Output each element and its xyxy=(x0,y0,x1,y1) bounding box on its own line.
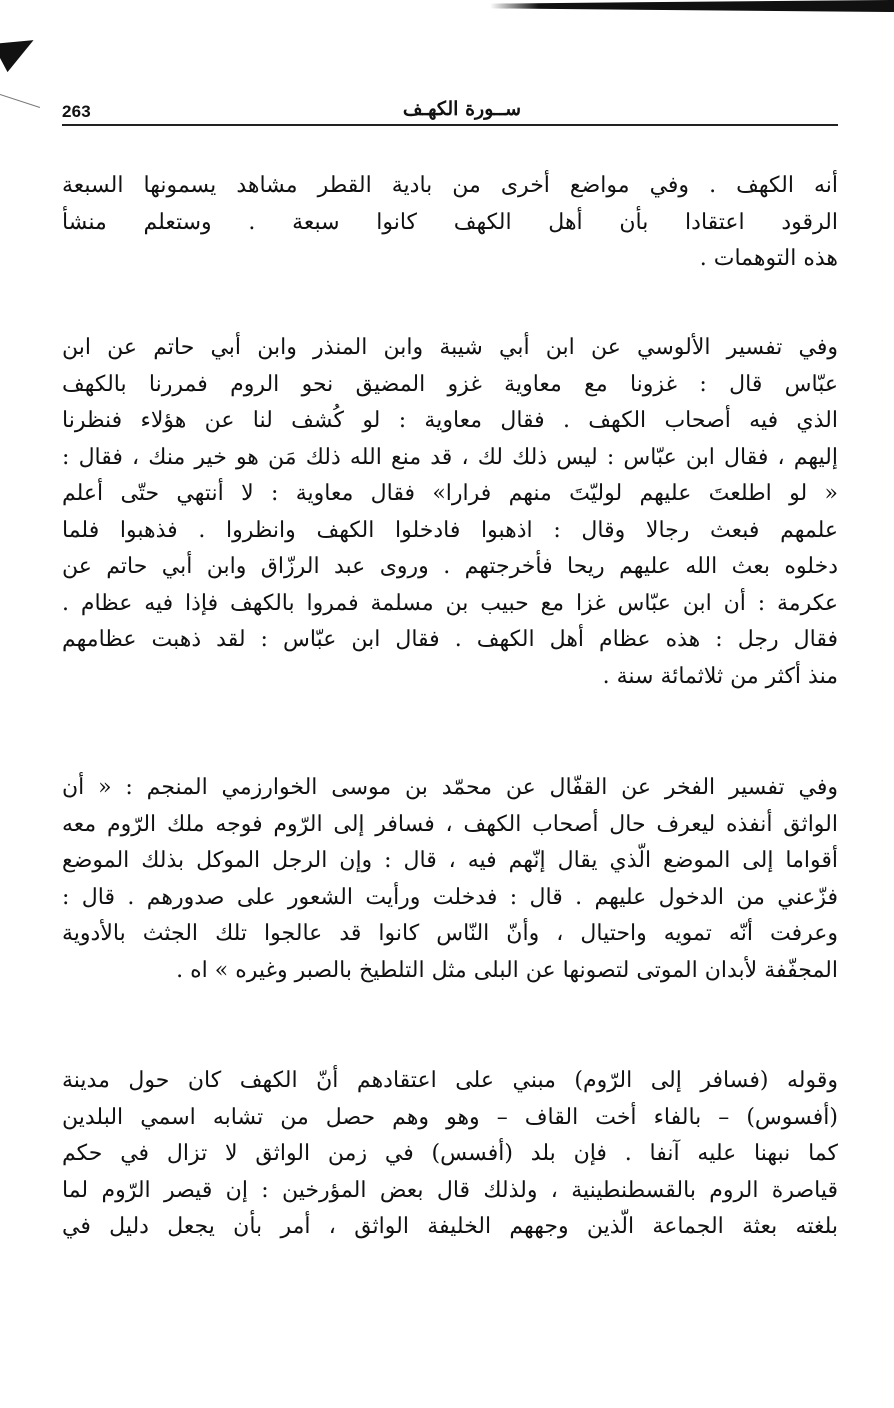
text-line: دخلوه بعث الله عليهم ريحا فأخرجتهم . وروى عبد الرزّاق وابن أبي حاتم عن xyxy=(62,554,838,579)
text-line: إليهم ، فقال ابن عبّاس : ليس ذلك لك ، قد منع الله ذلك مَن هو خير منك ، فقال : xyxy=(62,444,838,470)
text-line: هذه التوهمات . xyxy=(699,246,838,271)
text-line: المجفّفة لأبدان الموتى لتصونها عن البلى مثل التلطيخ بالصبر وغيره » اه . xyxy=(176,957,838,983)
text-line: منذ أكثر من ثلاثمائة سنة . xyxy=(602,663,838,689)
scan-corner-mark xyxy=(0,26,41,72)
text-line: الواثق أنفذه ليعرف حال أصحاب الكهف ، فسافر إلى الرّوم فوجه ملك الرّوم معه xyxy=(62,811,838,837)
text-line: بلغته بعثة الجماعة الّذين وجههم الخليفة الواثق ، أمر بأن يجعل دليل في xyxy=(62,1214,838,1239)
text-line: أقواما إلى الموضع الّذي يقال إنّهم فيه ، قال : وإن الرجل الموكل بذلك الموضع xyxy=(62,848,838,873)
paragraph-3 xyxy=(62,770,838,989)
text-line: (أفسوس) – بالفاء أخت القاف – وهو وهم حصل من تشابه اسمي البلدين xyxy=(62,1104,838,1130)
text-line: الرقود اعتقادا بأن أهل الكهف كانوا سبعة . وستعلم منشأ xyxy=(62,209,838,235)
text-line: وفي تفسير الألوسي عن ابن أبي شيبة وابن المنذر وابن أبي حاتم عن ابن xyxy=(62,335,838,360)
text-line: وفي تفسير الفخر عن القفّال عن محمّد بن موسى الخوارزمي المنجم : « أن xyxy=(62,775,838,800)
text-line: وقوله (فسافر إلى الرّوم) مبني على اعتقادهم أنّ الكهف كان حول مدينة xyxy=(62,1068,838,1093)
text-line: فقال رجل : هذه عظام أهل الكهف . فقال ابن عبّاس : لقد ذهبت عظامهم xyxy=(62,627,838,652)
text-line: وعرفت أنّه تمويه واحتيال ، وأنّ النّاس كانوا قد عالجوا تلك الجثث بالأدوية xyxy=(62,921,838,946)
text-line: فزّعني من الدخول عليهم . قال : فدخلت ورأيت الشعور على صدورهم . قال : xyxy=(62,884,838,910)
text-line: عبّاس قال : غزونا مع معاوية غزو المضيق نحو الروم فمررنا بالكهف xyxy=(62,371,838,397)
page-number: 263 xyxy=(62,102,91,121)
running-title: ســورة الكهـف xyxy=(402,98,522,120)
text-line: عكرمة : أن ابن عبّاس غزا مع حبيب بن مسلمة فمروا بالكهف فإذا فيه عظام . xyxy=(62,590,838,616)
paragraph-2 xyxy=(62,330,838,695)
page-header xyxy=(62,96,838,136)
text-line: قياصرة الروم بالقسطنطينية ، ولذلك قال بعض المؤرخين : إن قيصر الرّوم لما xyxy=(62,1177,838,1203)
text-line: كما نبهنا عليه آنفا . فإن بلد (أفسس) في زمن الواثق لا تزال في حكم xyxy=(62,1141,838,1166)
text-line: الذي فيه أصحاب الكهف . فقال معاوية : لو كُشف لنا عن هؤلاء فنظرنا xyxy=(62,408,838,433)
text-line: أنه الكهف . وفي مواضع أخرى من بادية القطر مشاهد يسمونها السبعة xyxy=(62,173,838,198)
header-rule xyxy=(62,124,838,126)
scan-corner-line xyxy=(0,94,40,108)
scan-edge-shadow xyxy=(490,0,894,12)
paragraph-1 xyxy=(62,168,838,278)
paragraph-4 xyxy=(62,1063,838,1246)
text-line: « لو اطلعتَ عليهم لوليّتَ منهم فرارا» فقال معاوية : لا أنتهي حتّى أعلم xyxy=(62,481,838,506)
text-line: علمهم فبعث رجالا وقال : اذهبوا فادخلوا الكهف وانظروا . فذهبوا فلما xyxy=(62,517,838,543)
